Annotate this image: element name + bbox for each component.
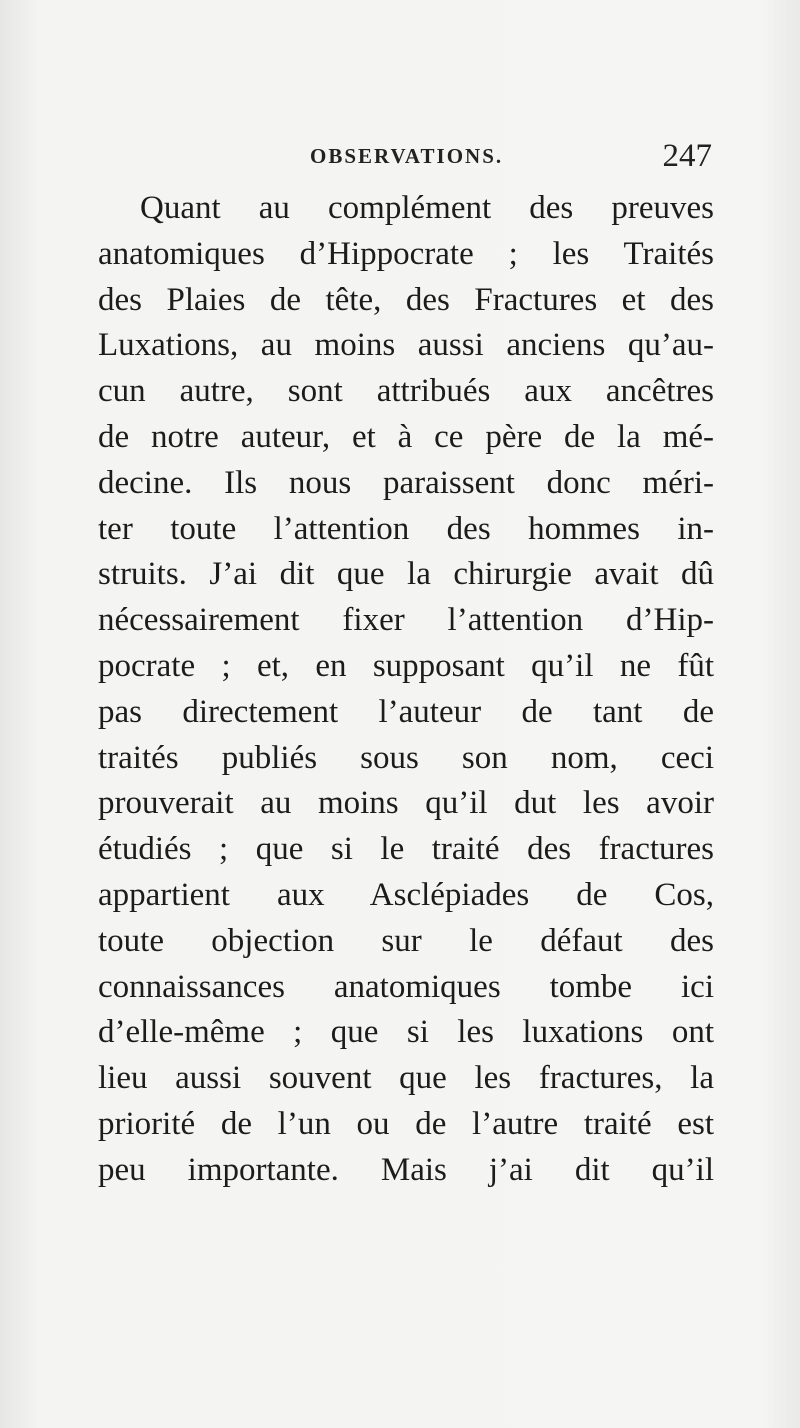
- text-line: ter toute l’attention des hommes in-: [98, 510, 714, 547]
- text-line: d’elle-même ; que si les luxations ont: [98, 1014, 714, 1051]
- text-line: peu importante. Mais j’ai dit qu’il: [98, 1151, 714, 1188]
- text-line: Luxations, au moins aussi anciens qu’au-: [98, 327, 714, 364]
- text-line: struits. J’ai dit que la chirurgie avait dû: [98, 556, 714, 593]
- text-line: anatomiques d’Hippocrate ; les Traités: [98, 235, 714, 272]
- text-line: pocrate ; et, en supposant qu’il ne fût: [98, 647, 714, 684]
- text-line: appartient aux Asclépiades de Cos,: [98, 876, 714, 913]
- text-line: lieu aussi souvent que les fractures, la: [98, 1060, 714, 1097]
- text-line: cun autre, sont attribués aux ancêtres: [98, 373, 714, 410]
- text-line: étudiés ; que si le traité des fractures: [98, 831, 714, 868]
- text-line: toute objection sur le défaut des: [98, 922, 714, 959]
- page-number: 247: [662, 138, 712, 174]
- text-line: des Plaies de tête, des Fractures et des: [98, 281, 714, 318]
- text-line: connaissances anatomiques tombe ici: [98, 968, 714, 1005]
- text-line: priorité de l’un ou de l’autre traité est: [98, 1105, 714, 1142]
- text-line: de notre auteur, et à ce père de la mé-: [98, 418, 714, 455]
- text-line: prouverait au moins qu’il dut les avoir: [98, 785, 714, 822]
- text-line: decine. Ils nous paraissent donc méri-: [98, 464, 714, 501]
- running-head: [98, 140, 718, 180]
- body-text: [98, 186, 714, 1194]
- text-line: traités publiés sous son nom, ceci: [98, 739, 714, 776]
- running-title: OBSERVATIONS.: [310, 144, 504, 168]
- text-line: Quant au complément des preuves: [140, 190, 714, 226]
- text-line: nécessairement fixer l’attention d’Hip-: [98, 602, 714, 639]
- text-line: pas directement l’auteur de tant de: [98, 693, 714, 730]
